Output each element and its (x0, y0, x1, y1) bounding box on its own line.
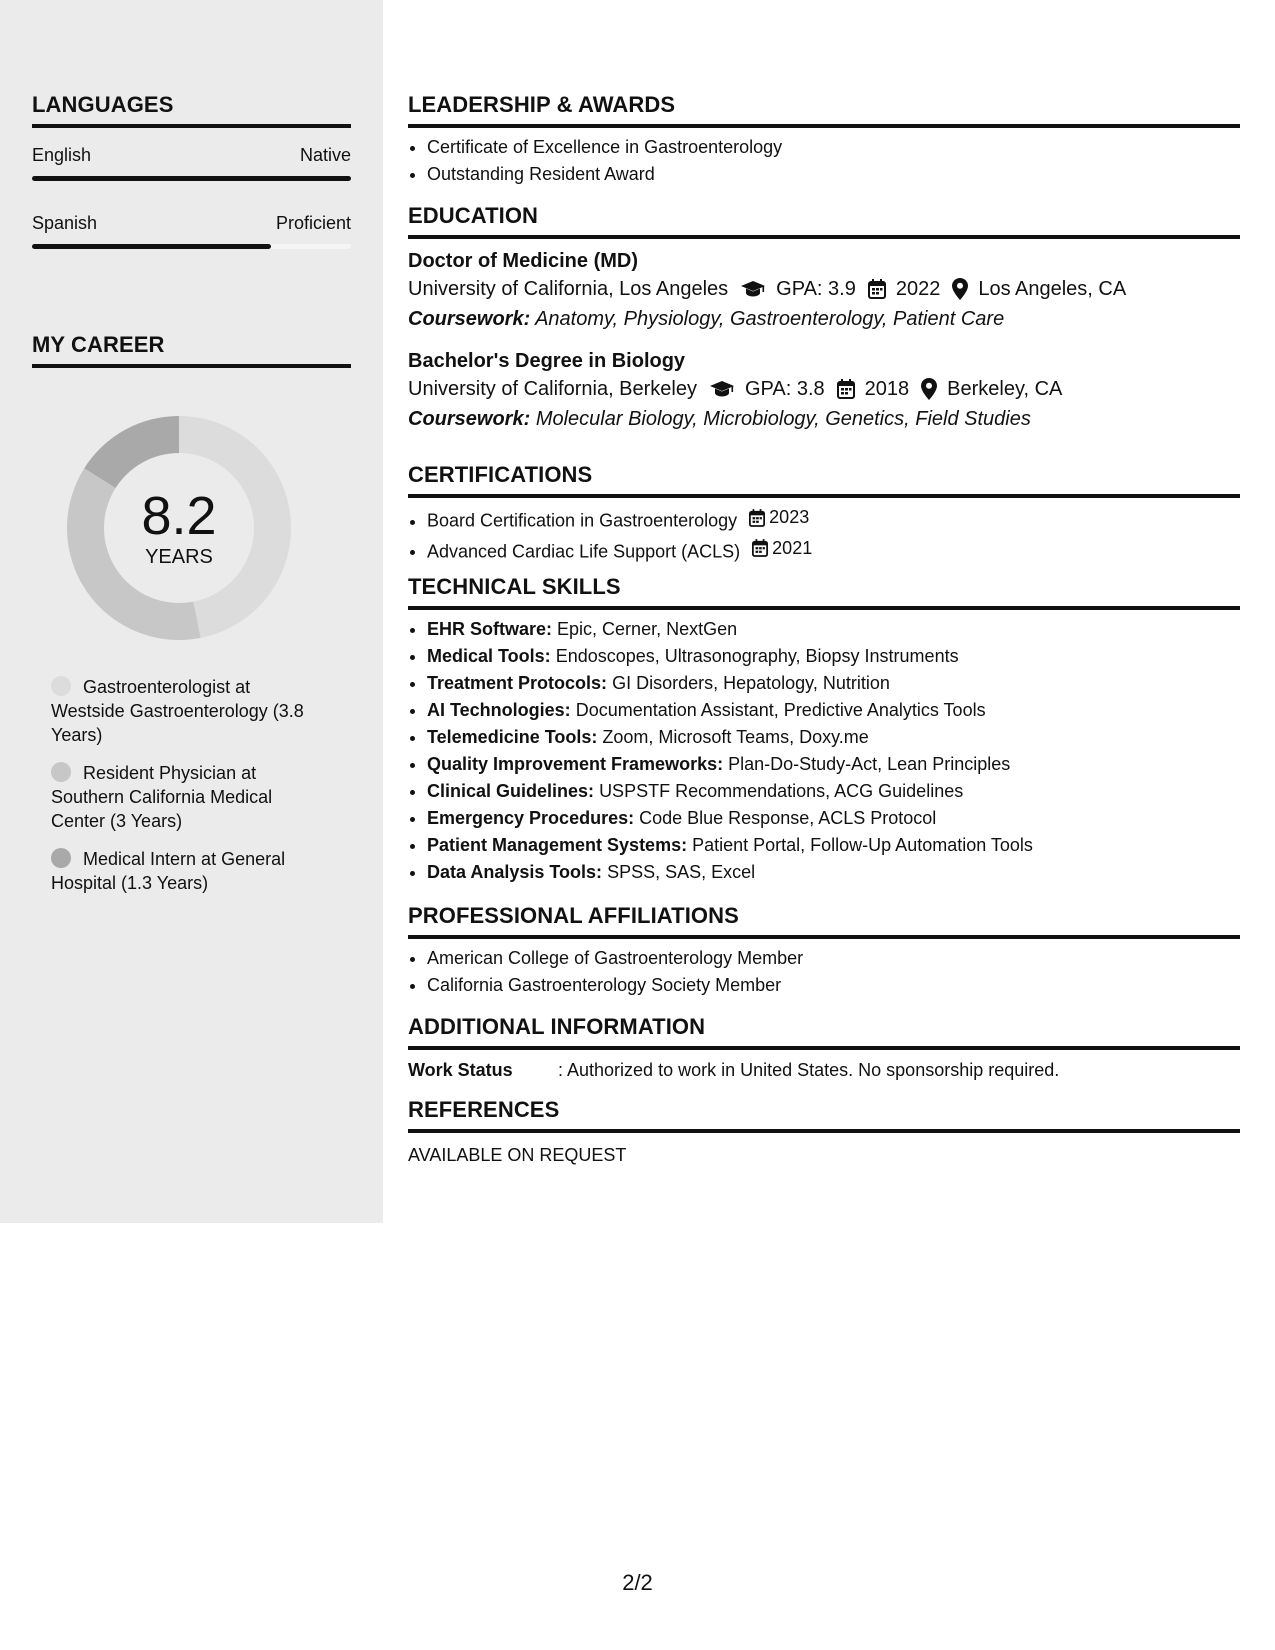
graduation-cap-icon (740, 280, 766, 298)
school-name: University of California, Berkeley (408, 378, 697, 400)
career-title: MY CAREER (32, 332, 351, 368)
language-level: Proficient (275, 213, 351, 233)
career-total-unit: YEARS (145, 545, 213, 568)
list-item: • American College of Gastroenterology Member (427, 945, 1240, 972)
skill-label: Data Analysis Tools: (427, 862, 603, 882)
skill-label: EHR Software: (427, 619, 553, 639)
education-section (408, 203, 1240, 434)
additional-section (408, 1014, 1240, 1081)
education-title: EDUCATION (408, 203, 1240, 239)
skill-label: Patient Management Systems: (427, 835, 688, 855)
language-level-fill (32, 176, 351, 181)
skill-label: Treatment Protocols: (427, 673, 608, 693)
career-legend-item (51, 847, 321, 895)
affiliations-list (408, 945, 1240, 999)
skill-value: GI Disorders, Hepatology, Nutrition (612, 673, 890, 693)
career-legend (51, 675, 321, 909)
language-name: English (32, 145, 92, 165)
list-item: • Certificate of Excellence in Gastroenterology (427, 134, 1240, 161)
map-pin-icon (952, 278, 968, 300)
list-item: • Outstanding Resident Award (427, 161, 1240, 188)
language-level: Native (299, 145, 351, 165)
school-location: Berkeley, CA (947, 378, 1063, 400)
graduation-year: 2022 (895, 278, 941, 300)
skill-label: AI Technologies: (427, 700, 571, 720)
degree-title: Doctor of Medicine (MD) (408, 250, 638, 272)
calendar-icon (837, 379, 855, 399)
graduation-cap-icon (709, 380, 735, 398)
leadership-list (408, 134, 1240, 188)
legend-dot-icon (51, 848, 71, 868)
leadership-section (408, 92, 1240, 188)
list-item (427, 859, 1240, 886)
calendar-icon (749, 509, 765, 527)
work-status-value: : Authorized to work in United States. No sponsorship required. (558, 1060, 1060, 1080)
list-item (427, 724, 1240, 751)
school-location: Los Angeles, CA (978, 278, 1127, 300)
list-item (427, 670, 1240, 697)
language-level-fill (32, 244, 271, 249)
skills-list (408, 616, 1240, 886)
gpa: GPA: 3.9 (776, 278, 856, 300)
skill-value: Patient Portal, Follow-Up Automation Tools (692, 835, 1033, 855)
list-item (427, 535, 1240, 566)
affiliations-title: PROFESSIONAL AFFILIATIONS (408, 903, 1240, 939)
coursework-label: Coursework: (408, 408, 531, 430)
language-item (32, 213, 351, 249)
skill-value: USPSTF Recommendations, ACG Guidelines (599, 781, 964, 801)
work-status-row (408, 1060, 1240, 1081)
calendar-icon (752, 539, 768, 557)
certifications-list (408, 504, 1240, 565)
references-title: REFERENCES (408, 1097, 1240, 1133)
skill-value: Endoscopes, Ultrasonography, Biopsy Instruments (555, 646, 959, 666)
education-entry (408, 348, 1240, 434)
career-legend-item (51, 761, 321, 833)
gpa: GPA: 3.8 (745, 378, 825, 400)
legend-dot-icon (51, 676, 71, 696)
skill-value: Code Blue Response, ACLS Protocol (639, 808, 937, 828)
list-item (427, 832, 1240, 859)
coursework-list: Anatomy, Physiology, Gastroenterology, Patient Care (535, 308, 1005, 330)
affiliations-section (408, 903, 1240, 999)
coursework-label: Coursework: (408, 308, 531, 330)
languages-title: LANGUAGES (32, 92, 351, 128)
skill-label: Medical Tools: (427, 646, 551, 666)
language-level-bar (32, 176, 351, 181)
skill-label: Emergency Procedures: (427, 808, 635, 828)
calendar-icon (868, 279, 886, 299)
page-number: 2/2 (622, 1570, 653, 1595)
skill-value: SPSS, SAS, Excel (607, 862, 756, 882)
skill-value: Plan-Do-Study-Act, Lean Principles (728, 754, 1011, 774)
languages-section (32, 92, 351, 249)
career-legend-label: Medical Intern at General Hospital (1.3 Years) (51, 849, 286, 893)
list-item: • California Gastroenterology Society Member (427, 972, 1240, 999)
skill-label: Quality Improvement Frameworks: (427, 754, 724, 774)
certification-year: 2023 (769, 507, 810, 527)
list-item (427, 697, 1240, 724)
coursework-list: Molecular Biology, Microbiology, Genetics, Field Studies (535, 408, 1031, 430)
list-item (427, 805, 1240, 832)
certifications-section (408, 462, 1240, 565)
list-item (427, 643, 1240, 670)
skill-label: Telemedicine Tools: (427, 727, 598, 747)
list-item (427, 751, 1240, 778)
language-item (32, 145, 351, 181)
career-legend-item (51, 675, 321, 747)
leadership-title: LEADERSHIP & AWARDS (408, 92, 1240, 128)
certification-name: Board Certification in Gastroenterology (427, 510, 738, 531)
language-level-bar (32, 244, 351, 249)
career-donut-chart (66, 415, 292, 641)
list-item (427, 504, 1240, 535)
education-entry (408, 248, 1240, 334)
references-text: AVAILABLE ON REQUEST (408, 1145, 627, 1165)
degree-title: Bachelor's Degree in Biology (408, 350, 686, 372)
legend-dot-icon (51, 762, 71, 782)
additional-title: ADDITIONAL INFORMATION (408, 1014, 1240, 1050)
career-legend-label: Gastroenterologist at Westside Gastroenterology (3.8 Years) (51, 677, 304, 745)
skill-value: Epic, Cerner, NextGen (557, 619, 738, 639)
certifications-title: CERTIFICATIONS (408, 462, 1240, 498)
work-status-label: Work Status (408, 1060, 513, 1080)
certification-name: Advanced Cardiac Life Support (ACLS) (427, 541, 741, 561)
references-section (408, 1097, 1240, 1166)
list-item (427, 778, 1240, 805)
skill-value: Documentation Assistant, Predictive Analytics Tools (575, 700, 986, 720)
career-section (32, 332, 351, 368)
language-name: Spanish (32, 213, 98, 233)
career-legend-label: Resident Physician at Southern California Medical Center (3 Years) (51, 763, 273, 831)
skills-section (408, 574, 1240, 886)
graduation-year: 2018 (864, 378, 910, 400)
list-item (427, 616, 1240, 643)
skills-title: TECHNICAL SKILLS (408, 574, 1240, 610)
skill-value: Zoom, Microsoft Teams, Doxy.me (602, 727, 869, 747)
map-pin-icon (921, 378, 937, 400)
certification-year: 2021 (772, 537, 813, 558)
school-name: University of California, Los Angeles (408, 278, 729, 300)
sidebar (0, 0, 383, 1223)
career-total-years: 8.2 (141, 485, 217, 546)
skill-label: Clinical Guidelines: (427, 781, 595, 801)
